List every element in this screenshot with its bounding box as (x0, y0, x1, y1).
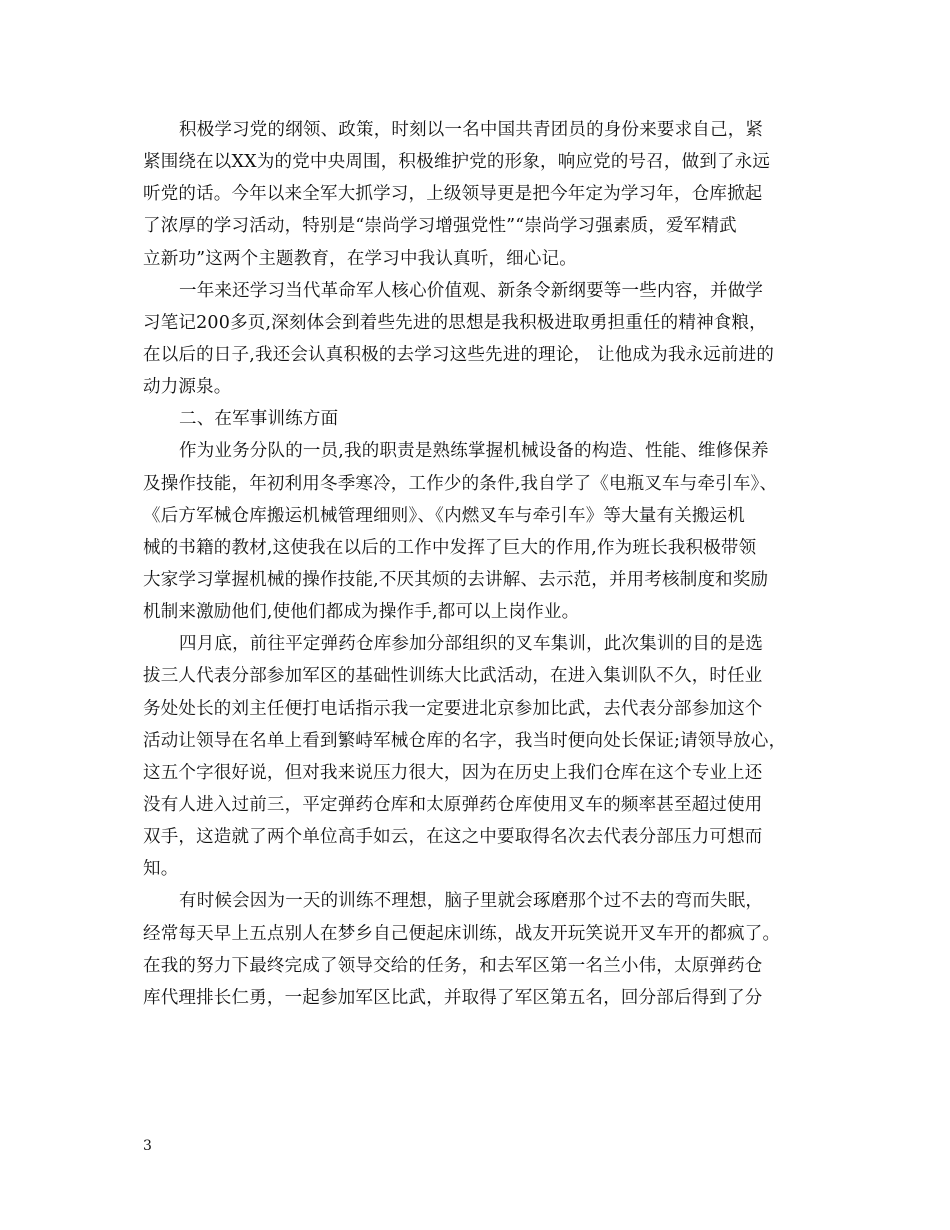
text-line: 积极学习党的纲领、政策，时刻以一名中国共青团员的身份来要求自己，紧 (179, 120, 764, 140)
text-line: 作为业务分队的一员,我的职责是熟练掌握机械设备的构造、性能、维修保养 (179, 441, 769, 462)
text-line: 紧围绕在以XX为的党中央周围，积极维护党的形象，响应党的号召，做到了永远 (143, 152, 771, 173)
text-line: 机制来激励他们,使他们都成为操作手,都可以上岗作业。 (143, 602, 580, 623)
text-line: 一年来还学习当代革命军人核心价值观、新条令新纲要等一些内容，并做学 (179, 280, 764, 301)
text-line: 没有人进入过前三，平定弹药仓库和太原弹药仓库使用叉车的频率甚至超过使用 (143, 794, 763, 815)
text-line: 这五个字很好说，但对我来说压力很大，因为在历史上我们仓库在这个专业上还 (143, 762, 763, 783)
text-line: 库代理排长仁勇，一起参加军区比武，并取得了军区第五名，回分部后得到了分 (143, 987, 763, 1008)
text-line: 听党的话。今年以来全军大抓学习，上级领导更是把今年定为学习年，仓库掀起 (143, 184, 763, 205)
text-line: 二、在军事训练方面 (179, 409, 339, 430)
text-line: 有时候会因为一天的训练不理想，脑子里就会琢磨那个过不去的弯而失眠， (179, 891, 764, 912)
text-line: 动力源泉。 (143, 377, 232, 398)
text-line: 拔三人代表分部参加军区的基础性训练大比武活动，在进入集训队不久，时任业 (143, 666, 763, 687)
text-line: 了浓厚的学习活动，特别是“崇尚学习增强党性”“崇尚学习强素质，爱军精武 (143, 216, 737, 237)
text-line: 习笔记200多页,深刻体会到着些先进的思想是我积极进取勇担重任的精神食粮， (143, 312, 767, 333)
text-line: 活动让领导在名单上看到繁峙军械仓库的名字，我当时便向处长保证;请领导放心， (143, 730, 787, 751)
text-line: 经常每天早上五点别人在梦乡自己便起床训练，战友开玩笑说开叉车开的都疯了。 (143, 923, 781, 944)
text-line: 双手，这造就了两个单位高手如云，在这之中要取得名次去代表分部压力可想而 (143, 827, 763, 848)
text-line: 务处处长的刘主任便打电话指示我一定要进北京参加比武，去代表分部参加这个 (143, 698, 763, 719)
text-line: 在以后的日子,我还会认真积极的去学习这些先进的理论， 让他成为我永远前进的 (143, 344, 775, 365)
text-line: 在我的努力下最终完成了领导交给的任务，和去军区第一名兰小伟，太原弹药仓 (143, 955, 763, 976)
text-line: 《后方军械仓库搬运机械管理细则》、《内燃叉车与牵引车》等大量有关搬运机 (143, 505, 745, 526)
text-line: 及操作技能，年初利用冬季寒冷，工作少的条件,我自学了《电瓶叉车与牵引车》、 (143, 473, 778, 494)
text-line: 立新功”这两个主题教育，在学习中我认真听，细心记。 (143, 248, 577, 269)
text-line: 大家学习掌握机械的操作技能,不厌其烦的去讲解、去示范，并用考核制度和奖励 (143, 569, 769, 590)
text-line: 四月底，前往平定弹药仓库参加分部组织的叉车集训，此次集训的目的是选 (179, 634, 764, 655)
page-number: 3 (143, 1138, 152, 1154)
text-line: 械的书籍的教材,这使我在以后的工作中发挥了巨大的作用,作为班长我积极带领 (143, 537, 757, 558)
body-text (143, 114, 823, 1014)
text-line: 知。 (143, 859, 179, 880)
